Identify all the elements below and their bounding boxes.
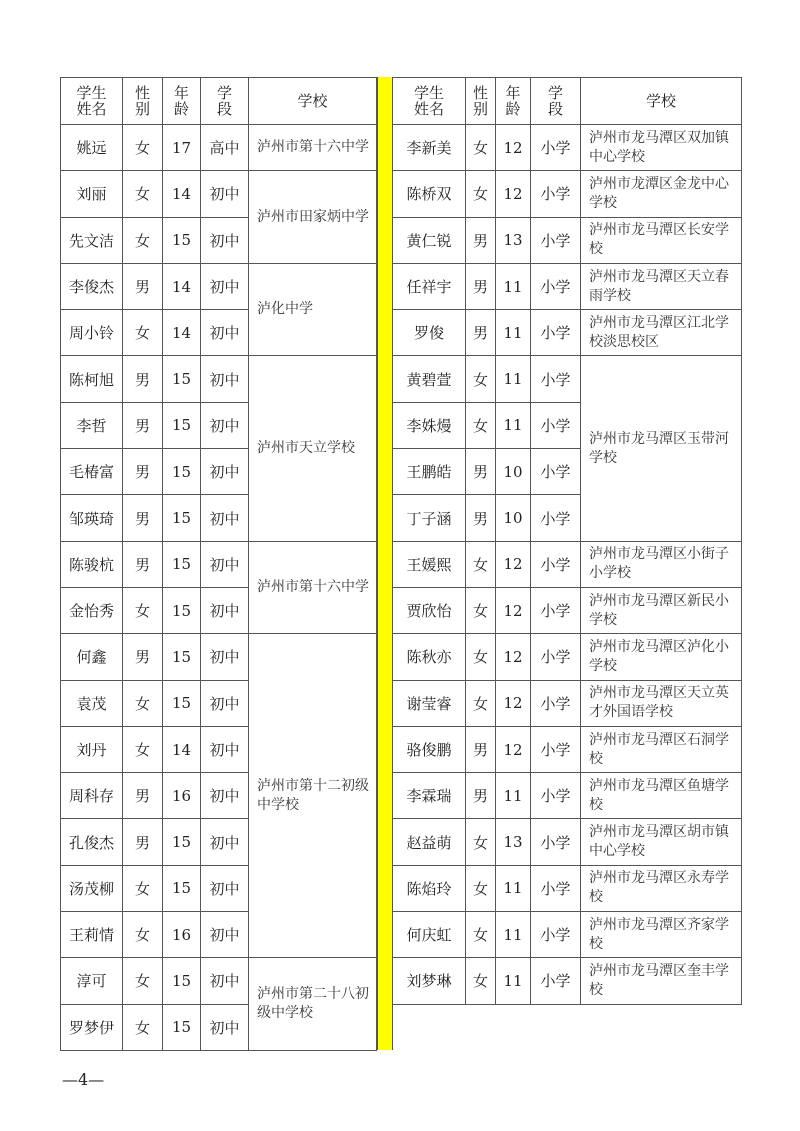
school-stage: 初中 — [201, 171, 249, 217]
gender: 女 — [123, 958, 163, 1004]
student-name: 汤茂柳 — [61, 865, 123, 911]
gender: 男 — [466, 217, 496, 263]
age: 11 — [496, 356, 531, 402]
student-name: 黄碧萱 — [393, 356, 466, 402]
table-row — [393, 541, 742, 587]
age: 13 — [496, 217, 531, 263]
student-name: 陈焰玲 — [393, 865, 466, 911]
student-name: 李俊杰 — [61, 263, 123, 309]
school-name: 泸州市第十六中学 — [249, 541, 377, 634]
age: 11 — [496, 958, 531, 1004]
school-name: 泸州市龙马潭区双加镇中心学校 — [581, 125, 742, 171]
table-row — [393, 958, 742, 1004]
age: 11 — [496, 912, 531, 958]
gender: 女 — [123, 1004, 163, 1050]
school-stage: 小学 — [531, 912, 581, 958]
gender: 男 — [123, 819, 163, 865]
school-name: 泸州市田家炳中学 — [249, 171, 377, 264]
student-name: 罗梦伊 — [61, 1004, 123, 1050]
table-row — [393, 310, 742, 356]
student-name: 谢莹睿 — [393, 680, 466, 726]
gender: 女 — [466, 541, 496, 587]
school-name: 泸州市第十二初级中学校 — [249, 634, 377, 958]
gender: 女 — [466, 865, 496, 911]
gender: 女 — [123, 171, 163, 217]
age: 15 — [163, 958, 201, 1004]
school-stage: 小学 — [531, 263, 581, 309]
school-stage: 小学 — [531, 402, 581, 448]
age: 12 — [496, 541, 531, 587]
column-header: 学 段 — [531, 78, 581, 125]
age: 13 — [496, 819, 531, 865]
gender: 女 — [123, 125, 163, 171]
table-row — [393, 171, 742, 217]
table-row — [393, 912, 742, 958]
school-name: 泸州市龙马潭区泸化小学校 — [581, 634, 742, 680]
column-header: 学 段 — [201, 78, 249, 125]
age: 15 — [163, 356, 201, 402]
gender: 男 — [466, 449, 496, 495]
student-name: 何鑫 — [61, 634, 123, 680]
age: 10 — [496, 495, 531, 541]
school-stage: 小学 — [531, 495, 581, 541]
student-name: 贾欣怡 — [393, 587, 466, 633]
gender: 男 — [123, 263, 163, 309]
age: 15 — [163, 541, 201, 587]
gender: 女 — [123, 912, 163, 958]
school-name: 泸州市龙马潭区齐家学校 — [581, 912, 742, 958]
column-header: 性 别 — [123, 78, 163, 125]
student-name: 任祥宇 — [393, 263, 466, 309]
table-row — [393, 587, 742, 633]
school-stage: 初中 — [201, 865, 249, 911]
student-name: 刘丽 — [61, 171, 123, 217]
gender: 女 — [466, 680, 496, 726]
age: 12 — [496, 680, 531, 726]
age: 11 — [496, 402, 531, 448]
student-name: 李哲 — [61, 402, 123, 448]
age: 12 — [496, 125, 531, 171]
school-name: 泸州市龙马潭区石洞学校 — [581, 726, 742, 772]
school-name: 泸州市龙马潭区玉带河学校 — [581, 356, 742, 541]
gender: 男 — [466, 773, 496, 819]
table-row — [61, 356, 377, 402]
student-name: 王鹏皓 — [393, 449, 466, 495]
student-table-left — [60, 77, 377, 1051]
gender: 男 — [466, 495, 496, 541]
age: 16 — [163, 912, 201, 958]
column-header: 学校 — [581, 78, 742, 125]
column-header: 学校 — [249, 78, 377, 125]
student-name: 袁茂 — [61, 680, 123, 726]
table-row — [61, 634, 377, 680]
age: 15 — [163, 865, 201, 911]
age: 11 — [496, 263, 531, 309]
student-name: 孔俊杰 — [61, 819, 123, 865]
school-stage: 小学 — [531, 217, 581, 263]
gender: 女 — [123, 587, 163, 633]
school-stage: 小学 — [531, 449, 581, 495]
student-name: 丁子涵 — [393, 495, 466, 541]
gender: 男 — [123, 634, 163, 680]
school-stage: 小学 — [531, 171, 581, 217]
table-row — [393, 356, 742, 402]
header-row — [61, 78, 377, 125]
age: 15 — [163, 587, 201, 633]
gender: 男 — [123, 773, 163, 819]
school-stage: 小学 — [531, 125, 581, 171]
page-number: —4— — [62, 1070, 105, 1089]
school-stage: 初中 — [201, 402, 249, 448]
school-name: 泸化中学 — [249, 263, 377, 356]
age: 15 — [163, 402, 201, 448]
student-name: 毛椿富 — [61, 449, 123, 495]
age: 14 — [163, 263, 201, 309]
school-stage: 小学 — [531, 773, 581, 819]
student-name: 骆俊鹏 — [393, 726, 466, 772]
student-name: 先文洁 — [61, 217, 123, 263]
school-name: 泸州市龙潭区金龙中心学校 — [581, 171, 742, 217]
school-stage: 初中 — [201, 1004, 249, 1050]
school-stage: 初中 — [201, 587, 249, 633]
gender: 女 — [123, 310, 163, 356]
student-name: 姚远 — [61, 125, 123, 171]
age: 10 — [496, 449, 531, 495]
gender: 女 — [123, 726, 163, 772]
school-stage: 初中 — [201, 263, 249, 309]
student-name: 李霖瑞 — [393, 773, 466, 819]
school-name: 泸州市龙马潭区天立春雨学校 — [581, 263, 742, 309]
gender: 女 — [466, 912, 496, 958]
school-name: 泸州市龙马潭区长安学校 — [581, 217, 742, 263]
school-name: 泸州市龙马潭区鱼塘学校 — [581, 773, 742, 819]
gender: 男 — [123, 449, 163, 495]
school-stage: 小学 — [531, 865, 581, 911]
student-name: 陈骏杭 — [61, 541, 123, 587]
column-header: 性 别 — [466, 78, 496, 125]
table-row — [393, 819, 742, 865]
student-name: 罗俊 — [393, 310, 466, 356]
table-row — [393, 634, 742, 680]
school-stage: 高中 — [201, 125, 249, 171]
table-row — [61, 263, 377, 309]
school-name: 泸州市龙马潭区江北学校淡思校区 — [581, 310, 742, 356]
age: 12 — [496, 634, 531, 680]
table-body — [61, 78, 377, 1051]
table-row — [61, 958, 377, 1004]
student-name: 陈柯旭 — [61, 356, 123, 402]
student-name: 王媛熙 — [393, 541, 466, 587]
school-name: 泸州市龙马潭区胡市镇中心学校 — [581, 819, 742, 865]
gender: 男 — [466, 263, 496, 309]
gender: 女 — [466, 125, 496, 171]
table-body — [393, 78, 742, 1005]
school-stage: 初中 — [201, 958, 249, 1004]
age: 12 — [496, 171, 531, 217]
gender: 女 — [123, 865, 163, 911]
school-stage: 初中 — [201, 773, 249, 819]
gender: 女 — [466, 819, 496, 865]
school-stage: 小学 — [531, 680, 581, 726]
school-stage: 小学 — [531, 310, 581, 356]
gender: 男 — [466, 726, 496, 772]
age: 14 — [163, 310, 201, 356]
gender: 男 — [123, 356, 163, 402]
school-stage: 小学 — [531, 726, 581, 772]
yellow-divider — [377, 77, 393, 1050]
age: 15 — [163, 680, 201, 726]
table-row — [61, 171, 377, 217]
student-name: 黄仁锐 — [393, 217, 466, 263]
age: 16 — [163, 773, 201, 819]
gender: 女 — [123, 217, 163, 263]
gender: 男 — [123, 402, 163, 448]
age: 11 — [496, 310, 531, 356]
school-stage: 小学 — [531, 819, 581, 865]
school-name: 泸州市第二十八初级中学校 — [249, 958, 377, 1051]
gender: 男 — [123, 495, 163, 541]
student-name: 刘丹 — [61, 726, 123, 772]
student-name: 刘梦琳 — [393, 958, 466, 1004]
column-header: 学生 姓名 — [393, 78, 466, 125]
school-stage: 初中 — [201, 912, 249, 958]
age: 15 — [163, 634, 201, 680]
student-name: 赵益萌 — [393, 819, 466, 865]
gender: 女 — [466, 634, 496, 680]
age: 15 — [163, 217, 201, 263]
student-name: 王莉情 — [61, 912, 123, 958]
student-name: 李新美 — [393, 125, 466, 171]
school-stage: 初中 — [201, 726, 249, 772]
header-row — [393, 78, 742, 125]
school-stage: 小学 — [531, 634, 581, 680]
table-row — [393, 263, 742, 309]
gender: 女 — [123, 680, 163, 726]
school-name: 泸州市龙马潭区天立英才外国语学校 — [581, 680, 742, 726]
column-header: 年 龄 — [496, 78, 531, 125]
student-name: 李姝熳 — [393, 402, 466, 448]
table-row — [61, 541, 377, 587]
school-stage: 初中 — [201, 634, 249, 680]
age: 15 — [163, 819, 201, 865]
school-name: 泸州市龙马潭区永寿学校 — [581, 865, 742, 911]
school-name: 泸州市第十六中学 — [249, 125, 377, 171]
table-row — [393, 773, 742, 819]
school-stage: 初中 — [201, 680, 249, 726]
age: 14 — [163, 171, 201, 217]
school-stage: 初中 — [201, 310, 249, 356]
gender: 女 — [466, 171, 496, 217]
student-name: 周小铃 — [61, 310, 123, 356]
gender: 女 — [466, 587, 496, 633]
column-header: 学生 姓名 — [61, 78, 123, 125]
gender: 男 — [123, 541, 163, 587]
student-name: 邹瑛琦 — [61, 495, 123, 541]
school-stage: 小学 — [531, 356, 581, 402]
age: 14 — [163, 726, 201, 772]
age: 12 — [496, 587, 531, 633]
school-stage: 初中 — [201, 819, 249, 865]
school-stage: 小学 — [531, 541, 581, 587]
student-name: 金怡秀 — [61, 587, 123, 633]
student-name: 周科存 — [61, 773, 123, 819]
school-name: 泸州市天立学校 — [249, 356, 377, 541]
school-stage: 初中 — [201, 356, 249, 402]
age: 15 — [163, 449, 201, 495]
school-stage: 初中 — [201, 541, 249, 587]
table-row — [61, 125, 377, 171]
school-stage: 初中 — [201, 217, 249, 263]
table-row — [393, 726, 742, 772]
student-table-right — [392, 77, 742, 1005]
age: 15 — [163, 495, 201, 541]
school-name: 泸州市龙马潭区小街子小学校 — [581, 541, 742, 587]
school-stage: 小学 — [531, 587, 581, 633]
table-row — [393, 865, 742, 911]
gender: 女 — [466, 402, 496, 448]
student-name: 何庆虹 — [393, 912, 466, 958]
table-row — [393, 217, 742, 263]
age: 12 — [496, 726, 531, 772]
table-row — [393, 125, 742, 171]
school-stage: 初中 — [201, 449, 249, 495]
age: 15 — [163, 1004, 201, 1050]
school-stage: 小学 — [531, 958, 581, 1004]
student-name: 陈桥双 — [393, 171, 466, 217]
school-name: 泸州市龙马潭区新民小学校 — [581, 587, 742, 633]
column-header: 年 龄 — [163, 78, 201, 125]
age: 11 — [496, 773, 531, 819]
student-name: 陈秋亦 — [393, 634, 466, 680]
school-name: 泸州市龙马潭区奎丰学校 — [581, 958, 742, 1004]
student-name: 淳可 — [61, 958, 123, 1004]
gender: 女 — [466, 356, 496, 402]
gender: 男 — [466, 310, 496, 356]
age: 17 — [163, 125, 201, 171]
age: 11 — [496, 865, 531, 911]
gender: 女 — [466, 958, 496, 1004]
school-stage: 初中 — [201, 495, 249, 541]
